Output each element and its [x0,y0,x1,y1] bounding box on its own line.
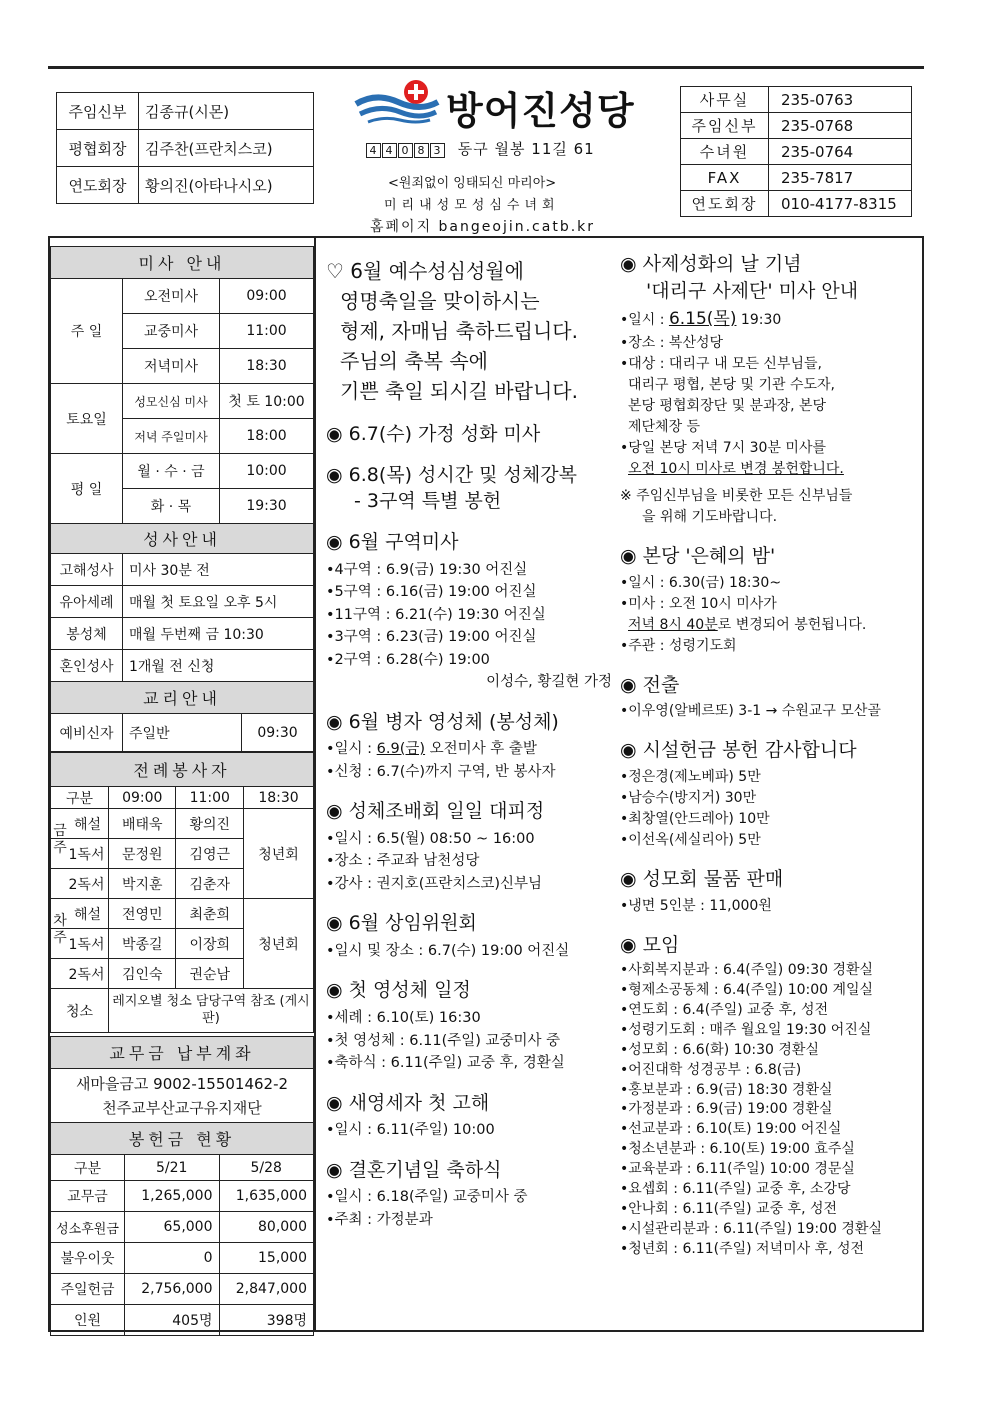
offering-head: 5/21 [125,1155,220,1181]
contact-number: 235-0763 [769,87,912,113]
list-item: •요셉회 : 6.11(주일) 교중 후, 소강당 [620,1180,851,1197]
mass-time: 18:30 [220,349,314,384]
pastor-name: 김종규(시몬) [139,93,314,130]
sacrament-info: 1개월 전 신청 [123,650,314,682]
role: 해설 [73,906,102,923]
servers-head: 18:30 [244,787,314,809]
mass-name: 교중미사 [123,314,220,349]
list-item: •2구역 : 6.28(수) 19:00 [326,651,490,668]
offering-value: 1,635,000 [219,1181,314,1212]
mass-time: 첫 토 10:00 [220,384,314,419]
server-name: 황의진 [176,809,244,839]
role: 해설 [73,816,102,833]
offering-label: 인원 [51,1305,125,1336]
item-label: •일시 : [326,741,377,758]
list-item: •축하식 : 6.11(주일) 교중 후, 경환실 [326,1055,565,1072]
section-heading: ◉ 성모회 물품 판매 [620,867,784,890]
list-item: •이우영(알베르또) 3-1 → 수원교구 모산골 [620,703,881,720]
sacrament-info: 미사 30분 전 [123,554,314,586]
contact-number: 235-7817 [769,165,912,191]
sacrament-name: 유아세례 [51,586,123,618]
section-subheading: '대리구 사제단' 미사 안내 [646,279,859,302]
section-heading: ◉ 성체조배회 일일 대피정 [326,800,545,823]
mass-name: 성모신심 미사 [123,384,220,419]
list-item: •주관 : 성령기도회 [620,637,737,654]
contact-number: 010-4177-8315 [769,191,912,217]
offering-value: 0 [125,1243,220,1274]
list-item: •남승수(방지거) 30만 [620,789,757,806]
server-name: 이장희 [176,929,244,959]
list-item: •성모회 : 6.6(화) 10:30 경환실 [620,1041,819,1058]
list-item: •정은경(제노베파) 5만 [620,768,761,785]
sisters-name: 미리내성모성심수녀회 [384,198,560,213]
list-item: •사회복지분과 : 6.4(주일) 09:30 경환실 [620,962,874,979]
mass-time: 18:00 [220,419,314,454]
offering-label: 성소후원금 [51,1212,125,1243]
list-item: 제단체장 등 [628,418,701,435]
list-item: •형제소공동체 : 6.4(주일) 10:00 계일실 [620,982,874,999]
greeting-line: 형제, 자매님 축하드립니다. [340,319,578,343]
list-item: •최창열(안드레아) 10만 [620,810,770,827]
list-item: •이선옥(세실리아) 5만 [620,831,761,848]
server-name: 권순남 [176,959,244,989]
yeondo-label: 연도회장 [57,167,139,204]
item-text: 19:30 [736,312,782,329]
server-name: 박지훈 [109,869,176,899]
list-item: •청년회 : 6.11(주일) 저녁미사 후, 성전 [620,1240,865,1257]
street-address: 동구 월봉 11길 61 [457,140,595,158]
list-item: •11구역 : 6.21(수) 19:30 어진실 [326,606,546,623]
list-item [620,307,918,333]
server-name: 박종길 [109,929,176,959]
mass-name: 월 · 수 · 금 [123,454,220,489]
list-item: 본당 평협회장단 및 분과장, 본당 [628,397,827,414]
list-item [326,738,612,760]
sacrament-table [50,523,314,682]
middle-column [326,256,612,1231]
list-item: 대리구 평협, 본당 및 기관 수도자, [628,376,835,393]
mass-title: 미사 안내 [51,247,314,279]
list-item: •교육분과 : 6.11(주일) 10:00 경문실 [620,1161,855,1178]
servers-title: 전례봉사자 [51,753,314,787]
section-heading: ◉ 사제성화의 날 기념 [620,253,802,275]
item-label: •일시 : [620,312,669,329]
sacrament-name: 고해성사 [51,554,123,586]
servers-head: 11:00 [176,787,244,809]
list-item: •어진대학 성경공부 : 6.8(금) [620,1061,802,1078]
parish-logo-icon [354,74,440,124]
server-name: 김춘자 [176,869,244,899]
offering-table [50,1122,314,1336]
offering-title: 봉헌금 현황 [51,1123,314,1155]
list-item: •선교분과 : 6.10(토) 19:00 어진실 [620,1121,842,1138]
contact-label: 사무실 [681,87,769,113]
servers-head: 09:00 [109,787,176,809]
council-name: 김주찬(프란치스코) [139,130,314,167]
list-item: •청소년분과 : 6.10(토) 19:00 효주실 [620,1141,855,1158]
offering-value: 65,000 [125,1212,220,1243]
contact-label: 연도회장 [681,191,769,217]
clean-label: 청소 [51,989,109,1033]
clean-value: 레지오별 청소 담당구역 참조 (게시판) [109,989,314,1033]
offering-value: 2,756,000 [125,1274,220,1305]
list-item: •일시 : 6.18(주일) 교중미사 중 [326,1189,528,1206]
list-item: •성령기도회 : 매주 월요일 19:30 어진실 [620,1021,872,1038]
offering-head: 구분 [51,1155,125,1181]
list-item: •홍보분과 : 6.9(금) 18:30 경환실 [620,1081,833,1098]
doctrine-title: 교리안내 [51,682,314,714]
zip-digit: 0 [398,143,413,158]
section-heading: ◉ 결혼기념일 축하식 [326,1158,502,1181]
role: 2독서 [51,959,109,989]
account-holder: 천주교부산교구유지재단 [102,1098,262,1117]
yeondo-name: 황의진(아타나시오) [139,167,314,204]
contact-label: FAX [681,165,769,191]
role: 1독서 [51,929,109,959]
servers-table [50,752,314,1033]
list-item: 오전 10시 미사로 변경 봉헌합니다. [628,460,844,477]
sacrament-info: 매월 첫 토요일 오후 5시 [123,586,314,618]
account-table [50,1036,314,1123]
list-note: 이성수, 황길현 가정 [486,674,612,691]
item-text: 로 변경되어 봉헌됩니다. [717,616,867,633]
list-item: •첫 영성체 : 6.11(주일) 교중미사 중 [326,1032,561,1049]
section-heading: ◉ 본당 '은혜의 밤' [620,544,776,567]
server-name: 김인숙 [109,959,176,989]
role: 2독서 [51,869,109,899]
section-heading: ◉ 6.8(목) 성시간 및 성체강복 [326,463,577,486]
list-item: •시설관리분과 : 6.11(주일) 19:00 경환실 [620,1220,882,1237]
greeting-line: 영명축일을 맞이하시는 [340,289,540,313]
address [366,138,595,159]
offering-value: 1,265,000 [125,1181,220,1212]
offering-head: 5/28 [219,1155,314,1181]
top-rule [48,66,924,69]
item-date: 6.15(목) [668,309,737,330]
zip-digit: 4 [382,143,397,158]
greeting-line: 기쁜 축일 되시길 바랍니다. [340,379,578,403]
server-name: 문정원 [109,839,176,869]
list-item [620,615,918,636]
account-number: 새마을금고 9002-15501462-2 [75,1074,289,1093]
list-item: •대상 : 대리구 내 모든 신부님들, [620,355,822,372]
mass-table [50,246,314,524]
section-heading: ◉ 6월 병자 영성체 (봉성체) [326,710,559,733]
mass-time: 09:00 [220,279,314,314]
list-item: •가정분과 : 6.9(금) 19:00 경환실 [620,1101,833,1118]
role: 1독서 [51,839,109,869]
list-item: •미사 : 오전 10시 미사가 [620,595,777,612]
list-item: •신청 : 6.7(수)까지 구역, 반 봉사자 [326,763,556,780]
sacrament-name: 혼인성사 [51,650,123,682]
mass-name: 화 · 목 [123,489,220,524]
server-evening: 청년회 [244,809,314,899]
offering-label: 불우이웃 [51,1243,125,1274]
council-label: 평협회장 [57,130,139,167]
week-tag: 차주 [53,913,67,946]
patron-motto: <원죄없이 잉태되신 마리아> [388,176,557,191]
week-tag: 금주 [53,823,67,856]
doctrine-time: 09:30 [242,714,314,752]
section-heading: ◉ 시설헌금 봉헌 감사합니다 [620,739,857,762]
server-name: 최춘희 [176,899,244,929]
offering-value: 80,000 [219,1212,314,1243]
list-item: •주최 : 가정분과 [326,1211,433,1228]
server-evening: 청년회 [244,899,314,989]
contacts-table [680,86,912,217]
section-heading: ◉ 첫 영성체 일정 [326,979,471,1002]
doctrine-name: 예비신자 [51,714,123,752]
mass-time: 11:00 [220,314,314,349]
section-heading: ◉ 새영세자 첫 고해 [326,1091,490,1114]
list-item: •일시 : 6.30(금) 18:30~ [620,574,782,591]
sacrament-name: 봉성체 [51,618,123,650]
note: ※ 주임신부님을 비롯한 모든 신부님들 [620,487,853,504]
pastor-label: 주임신부 [57,93,139,130]
offering-value: 2,847,000 [219,1274,314,1305]
mass-name: 오전미사 [123,279,220,314]
offering-value: 405명 [125,1305,220,1336]
greeting-line: ♡ 6월 예수성심성월에 [326,259,524,283]
weekday-label: 평 일 [51,454,123,524]
zip-digit: 8 [414,143,429,158]
offering-label: 교무금 [51,1181,125,1212]
section-heading: ◉ 모임 [620,933,680,956]
item-date: 저녁 8시 40분 [628,616,718,633]
sacrament-title: 성사안내 [51,524,314,554]
leaders-table [56,92,314,204]
section-heading: ◉ 전출 [620,673,680,696]
list-item: •장소 : 주교좌 남천성당 [326,853,480,870]
section-heading: ◉ 6.7(수) 가정 성화 미사 [326,423,541,445]
server-name: 김영근 [176,839,244,869]
account-info [51,1069,314,1123]
list-item: •안나회 : 6.11(주일) 교중 후, 성전 [620,1200,838,1217]
doctrine-class: 주일반 [123,714,242,752]
mass-time: 10:00 [220,454,314,489]
section-subheading: - 3구역 특별 봉헌 [354,490,502,513]
server-name: 전영민 [109,899,176,929]
list-item: •강사 : 권지호(프란치스코)신부님 [326,875,543,892]
right-column [620,252,918,1259]
list-item: •세례 : 6.10(토) 16:30 [326,1010,481,1027]
contact-number: 235-0764 [769,139,912,165]
list-item: •냉면 5인분 : 11,000원 [620,897,772,914]
offering-value: 15,000 [219,1243,314,1274]
contact-number: 235-0768 [769,113,912,139]
sunday-label: 주 일 [51,279,123,384]
server-name: 배태욱 [109,809,176,839]
doctrine-table [50,681,314,752]
contact-label: 주임신부 [681,113,769,139]
list-item: •일시 : 6.5(월) 08:50 ~ 16:00 [326,830,535,847]
zip-digit: 3 [430,143,445,158]
offering-value: 398명 [219,1305,314,1336]
column-divider [314,236,316,1332]
offering-label: 주일헌금 [51,1274,125,1305]
parish-title: 방어진성당 [446,89,635,133]
greeting [326,256,612,406]
list-item: •3구역 : 6.23(금) 19:00 어진실 [326,629,537,646]
list-item: •일시 : 6.11(주일) 10:00 [326,1122,495,1139]
list-item: •연도회 : 6.4(주일) 교중 후, 성전 [620,1002,829,1019]
item-date: 6.9(금) [376,741,426,758]
section-heading: ◉ 6월 상임위원회 [326,912,477,935]
mass-name: 저녁 주일미사 [123,419,220,454]
account-title: 교무금 납부계좌 [51,1037,314,1069]
zip-digit: 4 [366,143,381,158]
item-text: 오전미사 후 출발 [425,741,537,758]
list-item: •일시 및 장소 : 6.7(수) 19:00 어진실 [326,942,570,959]
mass-name: 저녁미사 [123,349,220,384]
servers-head: 구분 [51,787,109,809]
greeting-line: 주님의 축복 속에 [340,349,488,373]
section-heading: ◉ 6월 구역미사 [326,531,459,554]
note: 을 위해 기도바랍니다. [642,508,778,525]
list-item: •4구역 : 6.9(금) 19:30 어진실 [326,561,528,578]
mass-time: 19:30 [220,489,314,524]
list-item: •장소 : 복산성당 [620,334,724,351]
list-item: •5구역 : 6.16(금) 19:00 어진실 [326,584,537,601]
sacrament-info: 매월 두번째 금 10:30 [123,618,314,650]
contact-label: 수녀원 [681,139,769,165]
saturday-label: 토요일 [51,384,123,454]
list-item: •당일 본당 저녁 7시 30분 미사를 [620,439,826,456]
homepage-link[interactable]: 홈페이지 bangeojin.catb.kr [370,219,596,235]
